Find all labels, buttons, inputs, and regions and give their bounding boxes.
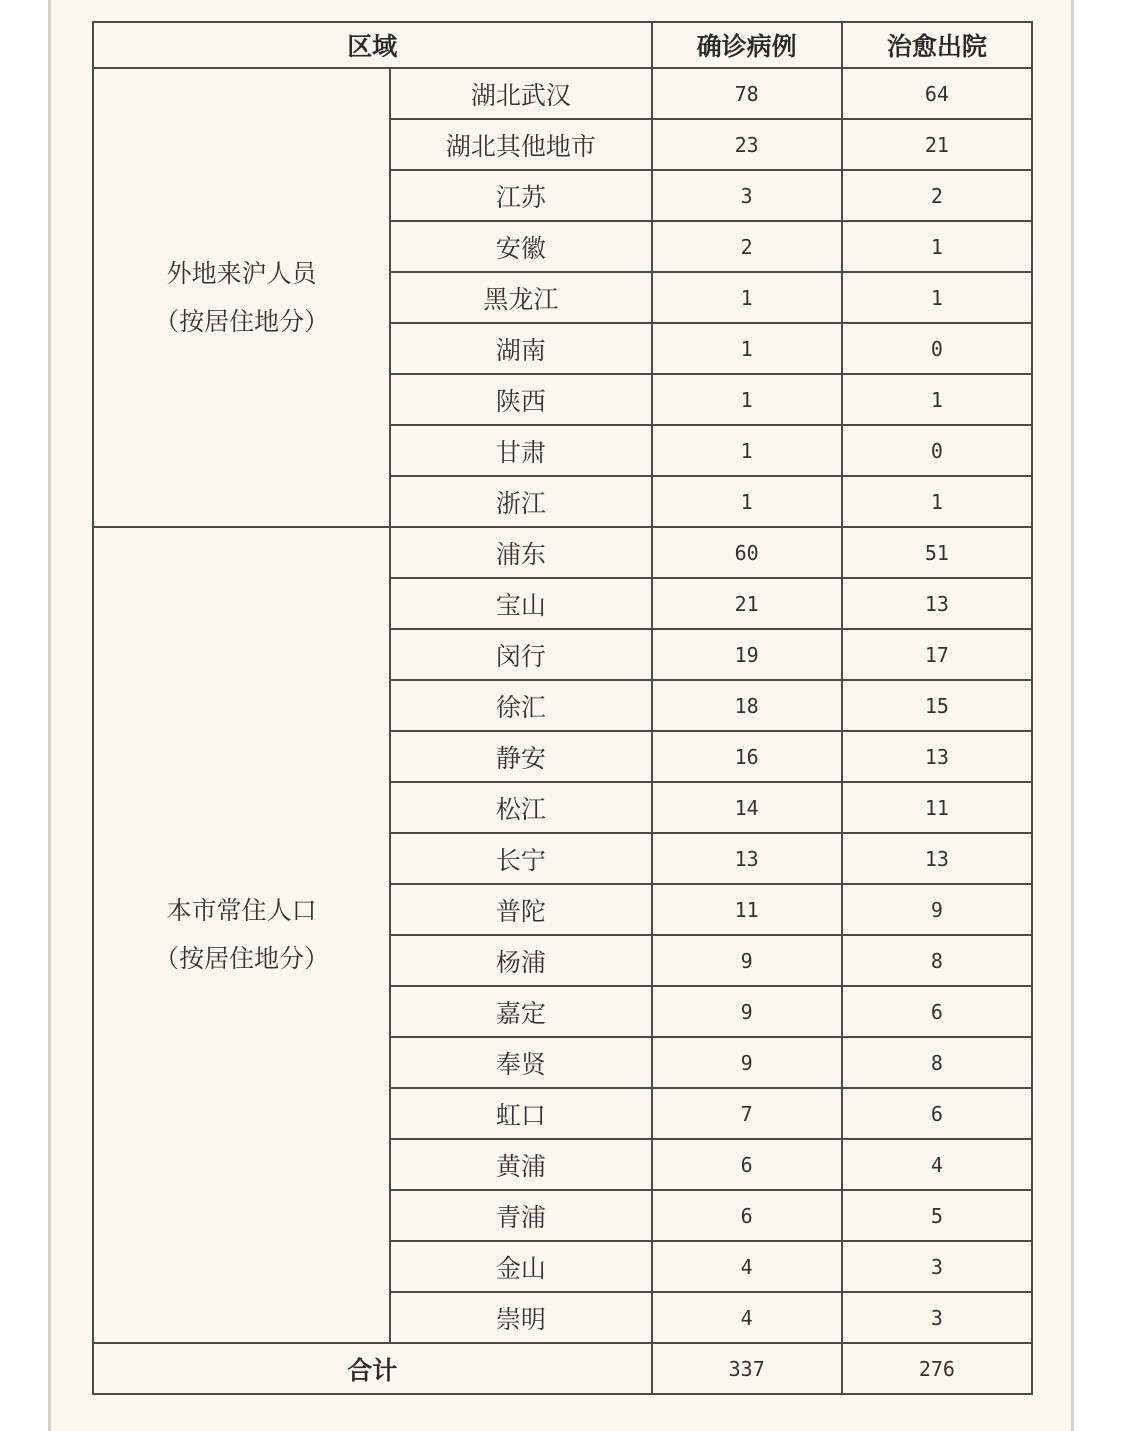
group-label (93, 68, 390, 527)
confirmed-count: 9 (652, 1037, 842, 1088)
confirmed-count: 19 (652, 629, 842, 680)
discharged-count: 2 (842, 170, 1032, 221)
discharged-count: 0 (842, 323, 1032, 374)
confirmed-count: 18 (652, 680, 842, 731)
region-name: 湖北其他地市 (390, 119, 651, 170)
group-label-line1: 本市常住人口 (166, 896, 317, 925)
region-name: 浙江 (390, 476, 651, 527)
region-name: 徐汇 (390, 680, 651, 731)
table-row (93, 68, 1032, 119)
region-name: 陕西 (390, 374, 651, 425)
confirmed-count: 2 (652, 221, 842, 272)
confirmed-count: 16 (652, 731, 842, 782)
region-name: 杨浦 (390, 935, 651, 986)
region-name: 宝山 (390, 578, 651, 629)
confirmed-count: 1 (652, 476, 842, 527)
region-name: 湖北武汉 (390, 68, 651, 119)
discharged-count: 8 (842, 1037, 1032, 1088)
region-name: 湖南 (390, 323, 651, 374)
discharged-count: 11 (842, 782, 1032, 833)
discharged-count: 51 (842, 527, 1032, 578)
confirmed-count: 1 (652, 374, 842, 425)
group-label-line2: （按居住地分） (154, 944, 330, 973)
confirmed-count: 13 (652, 833, 842, 884)
confirmed-count: 14 (652, 782, 842, 833)
confirmed-count: 4 (652, 1241, 842, 1292)
region-name: 嘉定 (390, 986, 651, 1037)
region-name: 黑龙江 (390, 272, 651, 323)
table-header-row (93, 22, 1032, 68)
confirmed-count: 1 (652, 425, 842, 476)
group-label (93, 527, 390, 1343)
group-label-line1: 外地来沪人员 (166, 258, 317, 288)
region-name: 甘肃 (390, 425, 651, 476)
confirmed-count: 21 (652, 578, 842, 629)
region-name: 奉贤 (390, 1037, 651, 1088)
total-row (93, 1343, 1032, 1394)
discharged-count: 1 (842, 272, 1032, 323)
confirmed-count: 6 (652, 1190, 842, 1241)
table-row (93, 527, 1032, 578)
region-name: 普陀 (390, 884, 651, 935)
region-name: 闵行 (390, 629, 651, 680)
discharged-count: 13 (842, 833, 1032, 884)
region-name: 青浦 (390, 1190, 651, 1241)
discharged-count: 3 (842, 1241, 1032, 1292)
confirmed-count: 3 (652, 170, 842, 221)
discharged-count: 1 (842, 221, 1032, 272)
discharged-count: 1 (842, 374, 1032, 425)
region-name: 静安 (390, 731, 651, 782)
region-name: 安徽 (390, 221, 651, 272)
region-name: 浦东 (390, 527, 651, 578)
region-name: 金山 (390, 1241, 651, 1292)
discharged-count: 15 (842, 680, 1032, 731)
confirmed-count: 60 (652, 527, 842, 578)
confirmed-count: 7 (652, 1088, 842, 1139)
confirmed-count: 23 (652, 119, 842, 170)
confirmed-count: 6 (652, 1139, 842, 1190)
confirmed-count: 78 (652, 68, 842, 119)
region-name: 崇明 (390, 1292, 651, 1343)
group-label-line2: （按居住地分） (154, 306, 330, 336)
discharged-count: 0 (842, 425, 1032, 476)
confirmed-count: 4 (652, 1292, 842, 1343)
total-label: 合计 (93, 1343, 652, 1394)
header-discharged: 治愈出院 (842, 22, 1032, 68)
discharged-count: 6 (842, 1088, 1032, 1139)
discharged-count: 13 (842, 731, 1032, 782)
discharged-count: 6 (842, 986, 1032, 1037)
discharged-count: 17 (842, 629, 1032, 680)
region-name: 虹口 (390, 1088, 651, 1139)
discharged-count: 4 (842, 1139, 1032, 1190)
total-discharged: 276 (842, 1343, 1032, 1394)
discharged-count: 13 (842, 578, 1032, 629)
discharged-count: 9 (842, 884, 1032, 935)
discharged-count: 64 (842, 68, 1032, 119)
discharged-count: 21 (842, 119, 1032, 170)
table-body (93, 68, 1032, 1394)
region-name: 黄浦 (390, 1139, 651, 1190)
discharged-count: 3 (842, 1292, 1032, 1343)
region-name: 江苏 (390, 170, 651, 221)
total-confirmed: 337 (652, 1343, 842, 1394)
discharged-count: 5 (842, 1190, 1032, 1241)
region-name: 长宁 (390, 833, 651, 884)
header-region: 区域 (93, 22, 652, 68)
discharged-count: 8 (842, 935, 1032, 986)
region-name: 松江 (390, 782, 651, 833)
discharged-count: 1 (842, 476, 1032, 527)
confirmed-count: 9 (652, 935, 842, 986)
confirmed-count: 11 (652, 884, 842, 935)
header-confirmed: 确诊病例 (652, 22, 842, 68)
confirmed-count: 9 (652, 986, 842, 1037)
confirmed-count: 1 (652, 323, 842, 374)
confirmed-count: 1 (652, 272, 842, 323)
case-statistics-table (92, 21, 1033, 1395)
